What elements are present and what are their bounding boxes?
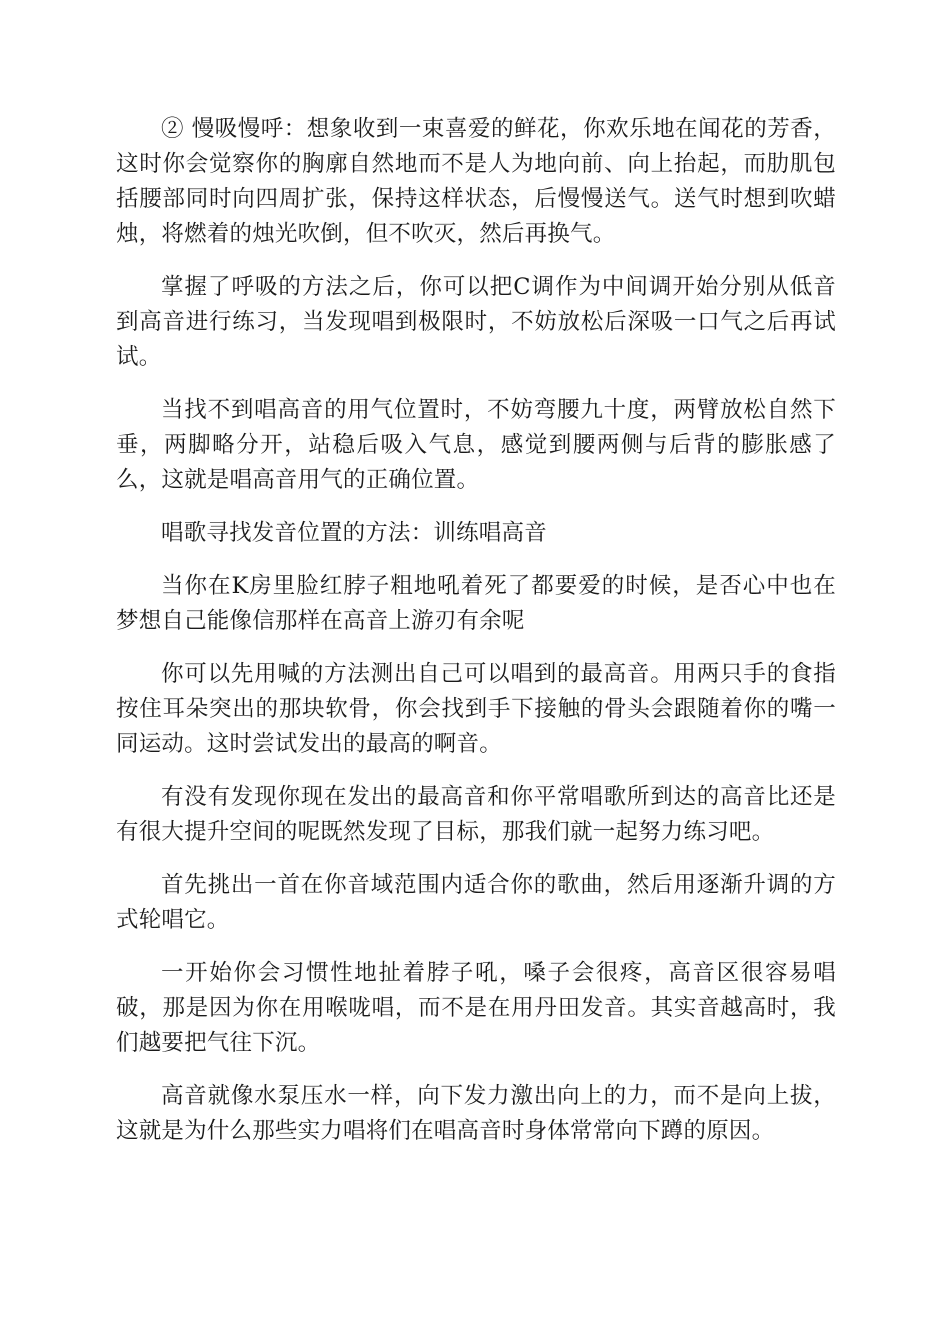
paragraph-throat-vs-dantian: 一开始你会习惯性地扯着脖子吼，嗓子会很疼，高音区很容易唱破，那是因为你在用喉咙唱，而不是在用丹田发音。其实音越高时，我们越要把气往下沉。 [116, 960, 836, 1056]
paragraph-breath-position: 当找不到唱高音的用气位置时，不妨弯腰九十度，两臂放松自然下垂，两脚略分开，站稳后吸入气息，感觉到腰两侧与后背的膨胀感了么，这就是唱高音用气的正确位置。 [116, 397, 836, 493]
paragraph-ktv-dream: 当你在K房里脸红脖子粗地吼着死了都要爱的时候，是否心中也在梦想自己能像信那样在高音上游刃有余呢 [116, 573, 836, 634]
paragraph-breathing-slow: ② 慢吸慢呼：想象收到一束喜爱的鲜花，你欢乐地在闻花的芳香，这时你会觉察你的胸廓自然地而不是人为地向前、向上抬起，而肋肌包括腰部同时向四周扩张，保持这样状态，后慢慢送气。送气时想到吹蜡烛，将燃着的烛光吹倒，但不吹灭，然后再换气。 [116, 116, 836, 247]
paragraph-water-pump-analogy: 高音就像水泵压水一样，向下发力激出向上的力，而不是向上拔，这就是为什么那些实力唱将们在唱高音时身体常常向下蹲的原因。 [116, 1083, 836, 1144]
section-heading-high-notes: 唱歌寻找发音位置的方法：训练唱高音 [161, 520, 547, 546]
paragraph-breath-method-practice: 掌握了呼吸的方法之后，你可以把C调作为中间调开始分别从低音到高音进行练习，当发现唱到极限时，不妨放松后深吸一口气之后再试试。 [116, 274, 836, 370]
document-body [116, 112, 836, 1167]
paragraph-test-highest-note: 你可以先用喊的方法测出自己可以唱到的最高音。用两只手的食指按住耳朵突出的那块软骨，你会找到手下接触的骨头会跟随着你的嘴一同运动。这时尝试发出的最高的啊音。 [116, 661, 836, 757]
paragraph-improvement-space: 有没有发现你现在发出的最高音和你平常唱歌所到达的高音比还是有很大提升空间的呢既然发现了目标，那我们就一起努力练习吧。 [116, 784, 836, 845]
paragraph-choose-song: 首先挑出一首在你音域范围内适合你的歌曲，然后用逐渐升调的方式轮唱它。 [116, 872, 836, 933]
